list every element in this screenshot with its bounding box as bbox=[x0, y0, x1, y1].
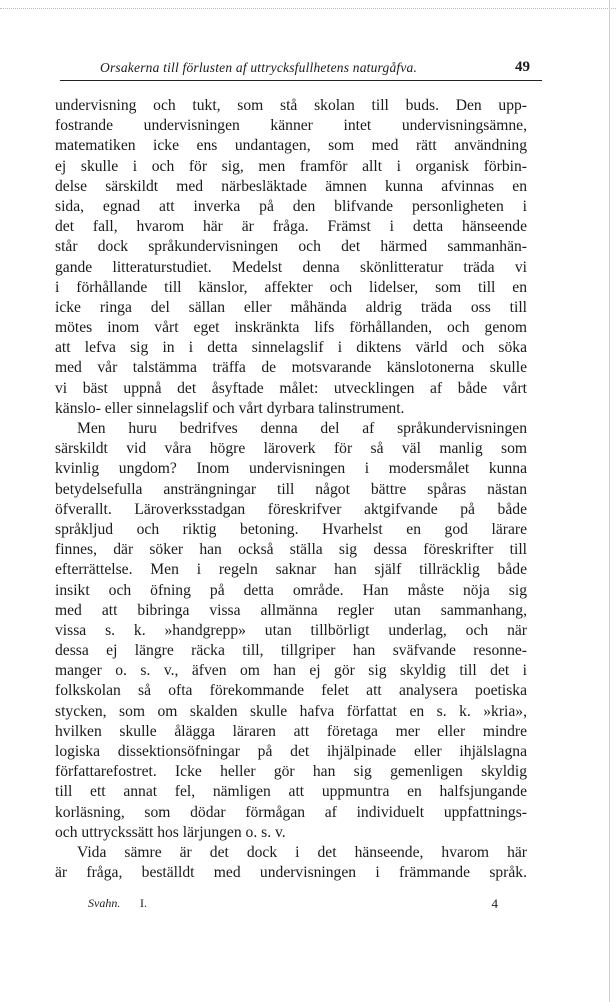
text-line: vi bäst uppnå det åsyftade målet: utvecklingen af både vårt bbox=[55, 379, 527, 397]
text-line: känslo- eller sinnelagslif och vårt dyrbara talinstrument. bbox=[55, 399, 405, 417]
text-line: till ett annat fel, nämligen att uppmuntra en halfsjungande bbox=[55, 783, 527, 801]
text-line: logiska dissektionsöfningar på det ihjälpinade eller ihjälslagna bbox=[55, 743, 527, 760]
text-line: korläsning, som dödar förmågan af individuelt uppfattnings- bbox=[55, 803, 527, 821]
text-line: öfverallt. Läroverksstadgan föreskrifver aktgifvande på både bbox=[55, 500, 527, 518]
text-line: att lefva sig in i detta sinnelagslif i diktens värld och söka bbox=[55, 339, 527, 357]
text-line: matematiken icke ens undantagen, som med rätt användning bbox=[55, 137, 527, 155]
text-line: betydelsefulla ansträngningar till något bättre spåras nästan bbox=[55, 480, 527, 498]
text-line: undervisning och tukt, som stå skolan till buds. Den upp- bbox=[55, 97, 527, 114]
text-line: mötes inom vårt eget inskränkta lifs förhållanden, och genom bbox=[55, 319, 527, 337]
text-line: med att bibringa vissa allmänna regler utan sammanhang, bbox=[55, 601, 527, 619]
text-line: det fall, hvarom här är fråga. Främst i detta hänseende bbox=[55, 218, 527, 236]
printer-signature: Svahn. bbox=[88, 896, 121, 910]
text-line: stycken, som om skalden skulle hafva författat en s. k. »kria», bbox=[55, 702, 527, 720]
running-title: Orsakerna till förlusten af uttrycksfullhetens naturgåfva. bbox=[100, 60, 418, 75]
body-text bbox=[55, 96, 527, 883]
text-line: kvinlig ungdom? Inom undervisningen i modersmålet kunna bbox=[55, 460, 527, 478]
text-line: fostrande undervisningen känner intet undervisningsämne, bbox=[55, 117, 527, 135]
text-line: delse särskildt med närbesläktade ämnen kunna afvinnas en bbox=[55, 177, 527, 195]
text-line: språkljud och riktig betoning. Hvarhelst en god lärare bbox=[55, 520, 527, 538]
text-line: hvilken skulle ålägga läraren att företaga mer eller mindre bbox=[55, 722, 527, 740]
text-line: sida, egnad att inverka på den blifvande personligheten i bbox=[55, 197, 527, 215]
sheet-number: 4 bbox=[491, 896, 498, 911]
page-top-edge bbox=[0, 0, 616, 9]
text-line: ej skulle i och för sig, men framför allt i organisk förbin- bbox=[55, 157, 527, 175]
text-line: Vida sämre är det dock i det hänseende, hvarom här bbox=[77, 843, 527, 861]
text-line: manger o. s. v., äfven om han ej gör sig skyldig till det i bbox=[55, 662, 527, 680]
text-line: efterrättelse. Men i regeln saknar han själf tillräcklig både bbox=[55, 561, 527, 579]
running-header bbox=[60, 60, 542, 81]
text-line: Men huru bedrifves denna del af språkundervisningen bbox=[77, 420, 527, 437]
printer-signature-number: I. bbox=[140, 896, 147, 910]
text-line: dessa ej längre räcka till, tillgriper han sväfvande resonne- bbox=[55, 642, 527, 660]
text-line: i förhållande till känslor, affekter och lidelser, som till en bbox=[55, 278, 527, 296]
text-line: är fråga, beställdt med undervisningen i främmande språk. bbox=[55, 864, 527, 882]
page-number: 49 bbox=[515, 59, 530, 75]
text-line: icke ringa del sällan eller måhända aldrig träda oss till bbox=[55, 298, 527, 316]
page-footer bbox=[88, 896, 508, 914]
text-line: författarefostret. Icke heller gör han sig gemenligen skyldig bbox=[55, 763, 527, 781]
page-right-edge bbox=[609, 0, 610, 1002]
text-line: står dock språkundervisningen och det härmed sammanhän- bbox=[55, 238, 527, 256]
text-line: finnes, där söker han också ställa sig dessa föreskrifter till bbox=[55, 541, 527, 559]
text-line: vissa s. k. »handgrepp» utan tillbörligt underlag, och när bbox=[55, 621, 527, 639]
text-line: gande litteraturstudiet. Medelst denna skönlitteratur träda vi bbox=[55, 258, 527, 276]
text-line: insikt och öfning på detta område. Han måste nöja sig bbox=[55, 581, 527, 599]
text-line: och uttryckssätt hos lärjungen o. s. v. bbox=[55, 823, 286, 841]
text-line: folkskolan så ofta förekommande felet att analysera poetiska bbox=[55, 682, 527, 700]
text-line: särskildt vid våra högre läroverk för så väl manlig som bbox=[55, 440, 527, 458]
text-line: med vår talstämma träffa de motsvarande känslotonerna skulle bbox=[55, 359, 527, 377]
